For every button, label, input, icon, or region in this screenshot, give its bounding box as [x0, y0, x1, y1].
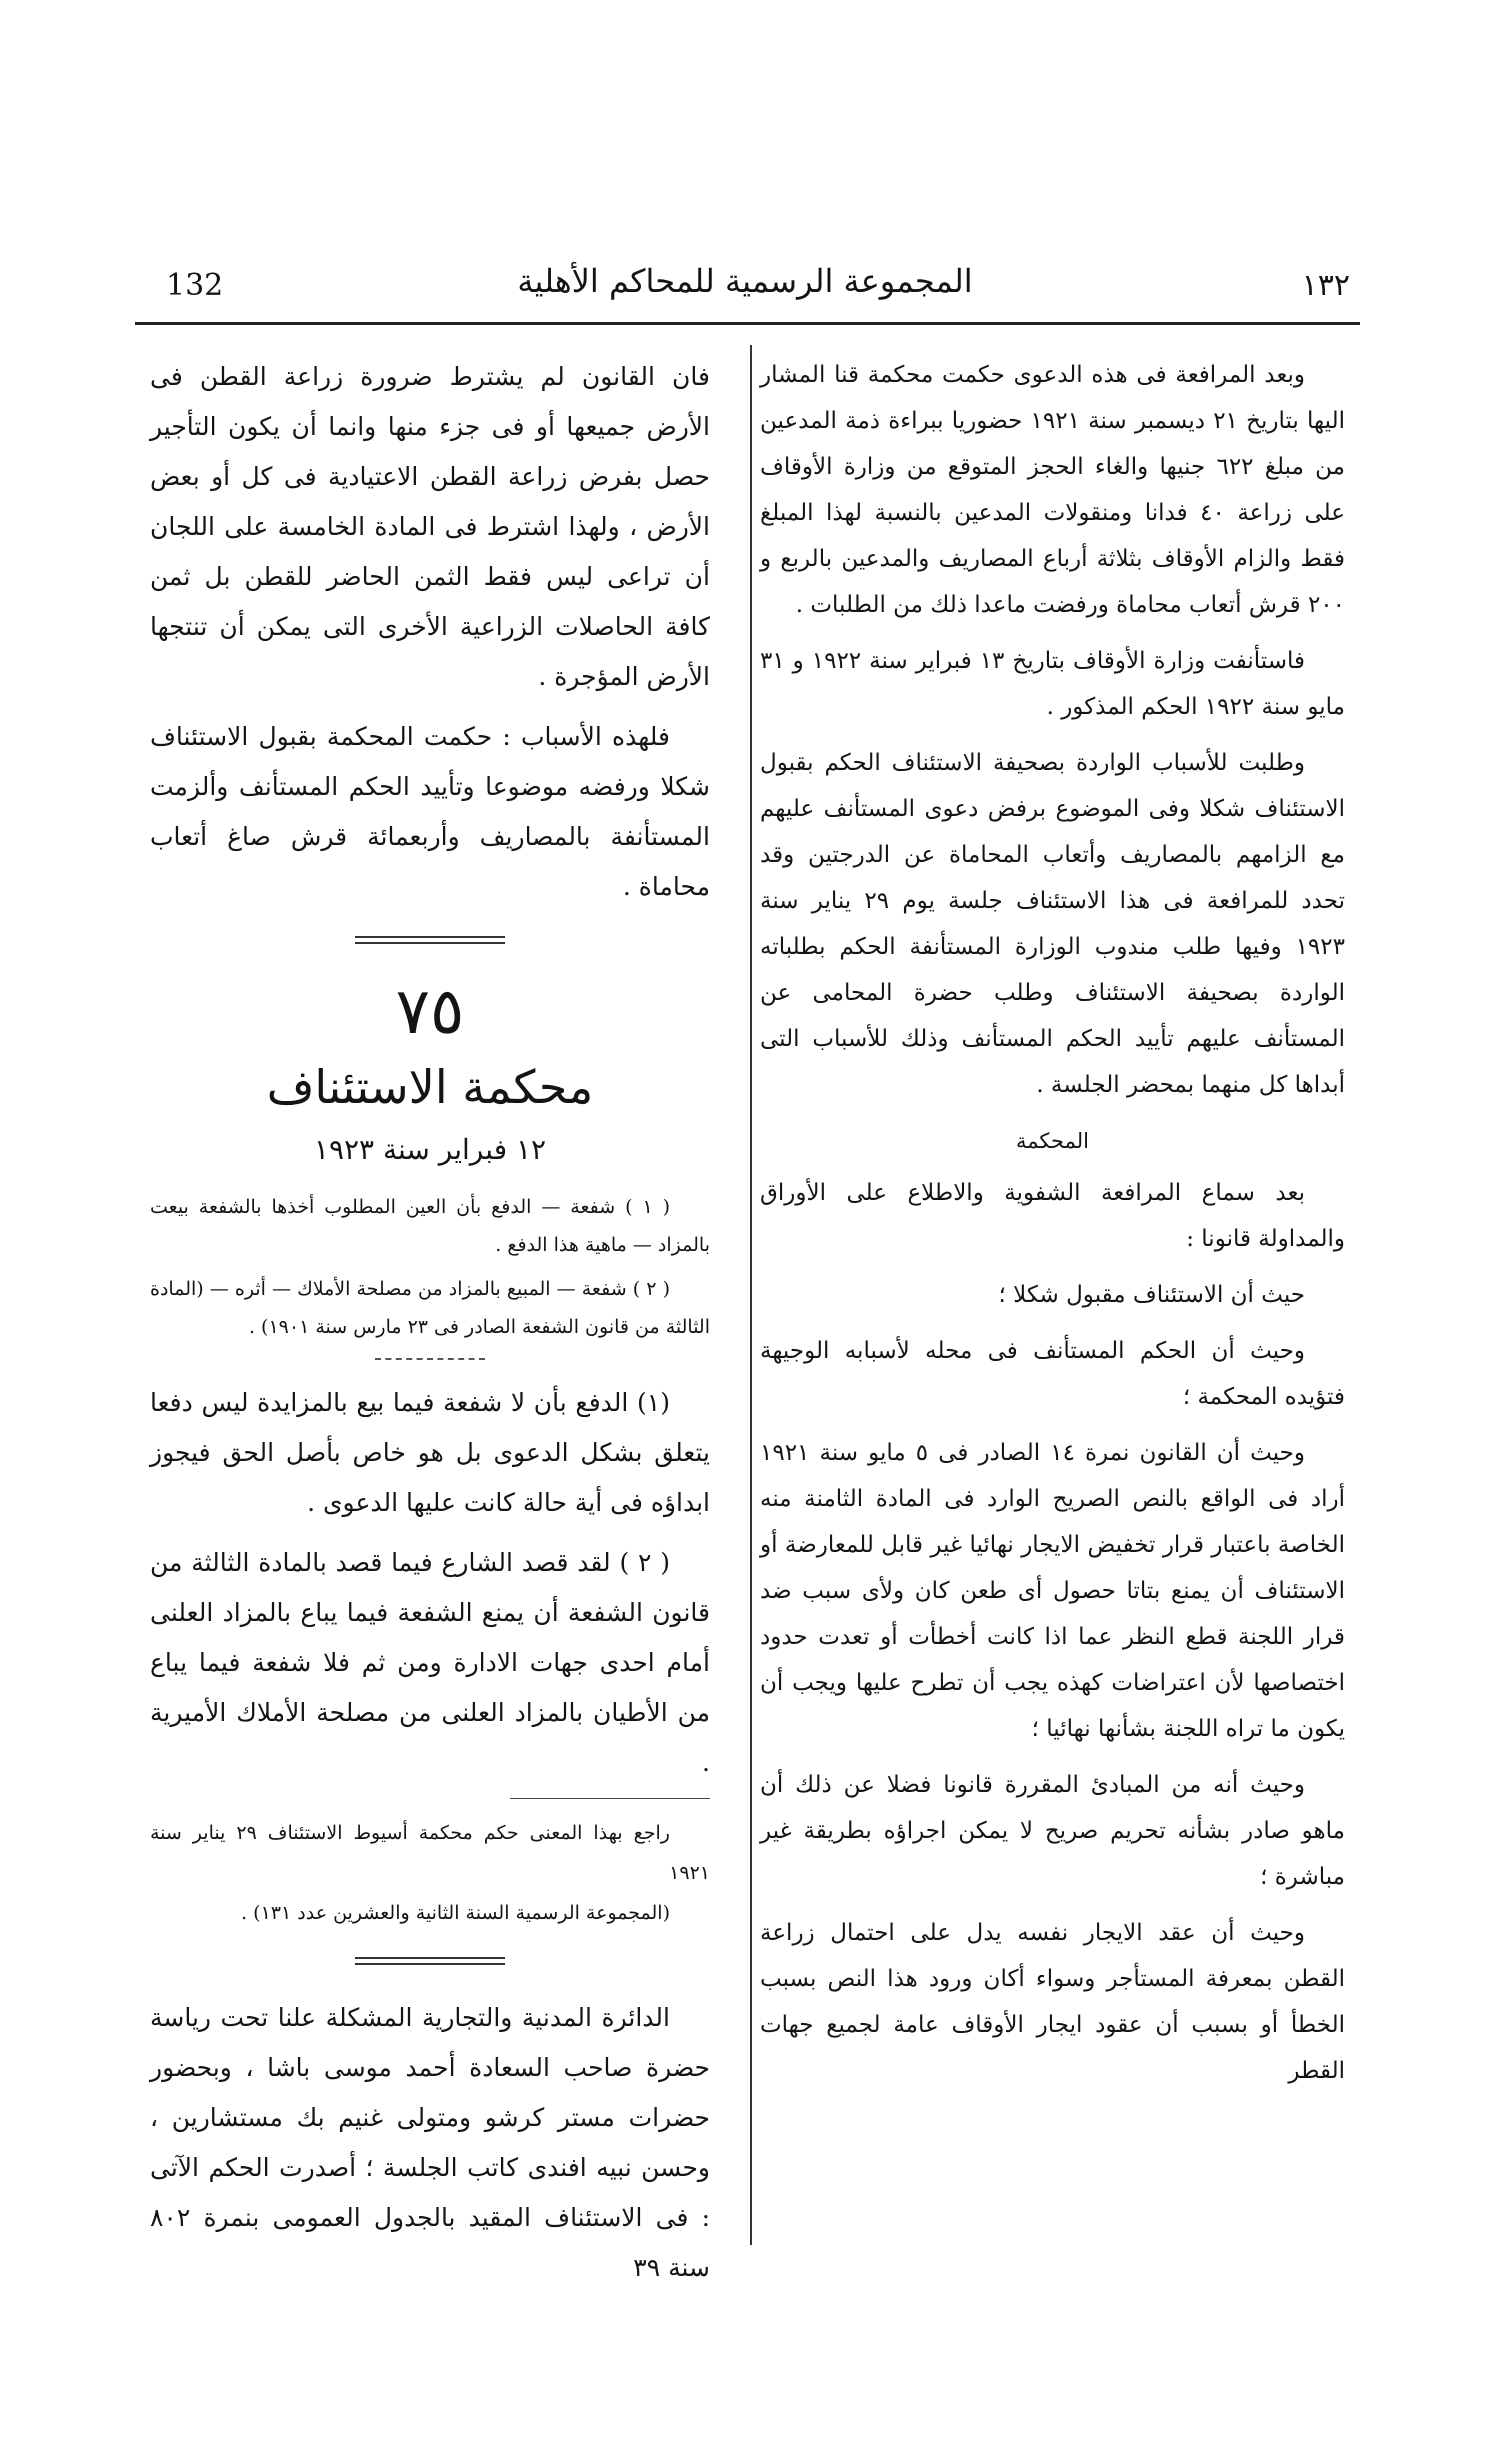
- continuation-paragraph: فان القانون لم يشترط ضرورة زراعة القطن فى الأرض جميعها أو فى جزء منها وانما أن يكون التأجير حصل بفرض زراعة القطن الاعتيادية فى كل أو بعض الأرض ، ولهذا اشترط فى المادة الخامسة على اللجان أن تراعى ليس فقط الثمن الحاضر للقطن بل ثمن كافة الحاصلات الزراعية الأخرى التى يمكن أن تنتجها الأرض المؤجرة .: [150, 362, 710, 691]
- ruling-paragraph: وحيث أنه من المبادئ المقررة قانونا فضلا عن ذلك أن ماهو صادر بشأنه تحريم صريح لا يمكن اجراؤه بطريقة غير مباشرة ؛: [760, 1772, 1345, 1890]
- note-separator: [510, 1798, 710, 1799]
- running-title: المجموعة الرسمية للمحاكم الأهلية: [517, 262, 973, 300]
- note-line: (المجموعة الرسمية السنة الثانية والعشرين عدد ١٣١) .: [241, 1902, 670, 1924]
- page-header: [130, 262, 1360, 312]
- section-separator: [355, 936, 505, 944]
- ruling-paragraph: حيث أن الاستئناف مقبول شكلا ؛: [998, 1282, 1305, 1308]
- ruling-paragraph: وحيث أن عقد الايجار نفسه يدل على احتمال زراعة القطن بمعرفة المستأجر وسواء أكان ورود هذا النص بسبب الخطأ أو بسبب أن عقود ايجار الأوقاف عامة لجميع جهات القطر: [760, 1920, 1345, 2084]
- body-paragraph: وبعد المرافعة فى هذه الدعوى حكمت محكمة قنا المشار اليها بتاريخ ٢١ ديسمبر سنة ١٩٢١ حضوريا ببراءة ذمة المدعين من مبلغ ٦٢٢ جنيها والغاء الحجز المتوقع من وزارة الأوقاف على زراعة ٤٠ فدانا ومنقولات المدعين بالنسبة لهذا المبلغ فقط والزام الأوقاف بثلاثة أرباع المصاريف والمدعين بالربع و ٢٠٠ قرش أتعاب محاماة ورفضت ماعدا ذلك من الطلبات .: [760, 362, 1345, 618]
- case-number: ٧٥: [395, 975, 465, 1049]
- body-paragraph: وطلبت للأسباب الواردة بصحيفة الاستئناف الحكم بقبول الاستئناف شكلا وفى الموضوع برفض دعوى المستأنف عليهم مع الزامهم بالمصاريف وأتعاب المحاماة عن الدرجتين وقد تحدد للمرافعة فى هذا الاستئناف جلسة يوم ٢٩ يناير سنة ١٩٢٣ وفيها طلب مندوب الوزارة المستأنفة الحكم بطلباته الواردة بصحيفة الاستئناف وطلب حضرة المحامى عن المستأنف عليهم تأييد الحكم المستأنف وذلك للأسباب التى أبداها كل منهما بمحضر الجلسة .: [760, 750, 1345, 1098]
- page-number-arabic: ١٣٢: [1301, 268, 1350, 303]
- ruling-paragraph: وحيث أن القانون نمرة ١٤ الصادر فى ٥ مايو سنة ١٩٢١ أراد فى الواقع بالنص الصريح الوارد فى المادة الثامنة منه الخاصة باعتبار قرار تخفيض الايجار نهائيا غير قابل للمعارضة أو الاستئناف أن يمنع بتاتا حصول أى طعن كان ولأى سبب ضد قرار اللجنة قطع النظر عما اذا كانت أخطأت أو تعدت حدود اختصاصها لأن اعتراضات كهذه يجب أن تطرح عليها ويجب أن يكون ما تراه اللجنة بشأنها نهائيا ؛: [760, 1440, 1345, 1742]
- decision-paragraph: فلهذه الأسباب : حكمت المحكمة بقبول الاستئناف شكلا ورفضه موضوعا وتأييد الحكم المستأنف وألزمت المستأنفة بالمصاريف وأربعمائة قرش صاغ أتعاب محاماة .: [150, 722, 710, 901]
- dashed-separator: [375, 1358, 485, 1360]
- principle-paragraph: (١) الدفع بأن لا شفعة فيما بيع بالمزايدة ليس دفعا يتعلق بشكل الدعوى بل هو خاص بأصل الحق فيجوز ابداؤه فى أية حالة كانت عليها الدعوى .: [150, 1388, 710, 1517]
- ruling-paragraph: بعد سماع المرافعة الشفوية والاطلاع على الأوراق والمداولة قانونا :: [760, 1180, 1345, 1252]
- ruling-paragraph: وحيث أن الحكم المستأنف فى محله لأسبابه الوجيهة فتؤيده المحكمة ؛: [760, 1338, 1345, 1410]
- keywords-block: [150, 1188, 710, 1346]
- principle-paragraph: ( ٢ ) لقد قصد الشارع فيما قصد بالمادة الثالثة من قانون الشفعة أن يمنع الشفعة فيما يباع بالمزاد العلنى أمام احدى جهات الادارة ومن ثم فلا شفعة فيما يباع من الأطيان بالمزاد العلنى من مصلحة الأملاك الأميرية .: [150, 1548, 710, 1777]
- court-heading: المحكمة: [1016, 1129, 1089, 1153]
- header-rule: [135, 322, 1360, 325]
- right-column: [760, 352, 1345, 2104]
- keyword-item: ( ٢ ) شفعة — المبيع بالمزاد من مصلحة الأملاك — أثره — (المادة الثالثة من قانون الشفعة الصادر فى ٢٣ مارس سنة ١٩٠١) .: [150, 1278, 710, 1338]
- page-number-latin: 132: [166, 268, 224, 303]
- panel-paragraph: الدائرة المدنية والتجارية المشكلة علنا تحت رياسة حضرة صاحب السعادة أحمد موسى باشا ، وبحضور حضرات مستر كرشو ومتولى غنيم بك مستشارين ، وحسن نبيه افندى كاتب الجلسة ؛ أصدرت الحكم الآتى : فى الاستئناف المقيد بالجدول العمومى بنمرة ٨٠٢ سنة ٣٩: [150, 2003, 710, 2282]
- column-divider: [750, 345, 752, 2245]
- reference-note: [150, 1813, 710, 1933]
- keyword-item: ( ١ ) شفعة — الدفع بأن العين المطلوب أخذها بالشفعة بيعت بالمزاد — ماهية هذا الدفع .: [150, 1196, 710, 1256]
- body-paragraph: فاستأنفت وزارة الأوقاف بتاريخ ١٣ فبراير سنة ١٩٢٢ و ٣١ مايو سنة ١٩٢٢ الحكم المذكور .: [760, 648, 1345, 720]
- note-line: راجع بهذا المعنى حكم محكمة أسيوط الاستئناف ٢٩ يناير سنة ١٩٢١: [150, 1822, 710, 1884]
- case-date: ١٢ فبراير سنة ١٩٢٣: [313, 1133, 547, 1166]
- section-separator: [355, 1957, 505, 1965]
- left-column: [150, 352, 710, 2303]
- court-name: محكمة الاستئناف: [266, 1060, 594, 1114]
